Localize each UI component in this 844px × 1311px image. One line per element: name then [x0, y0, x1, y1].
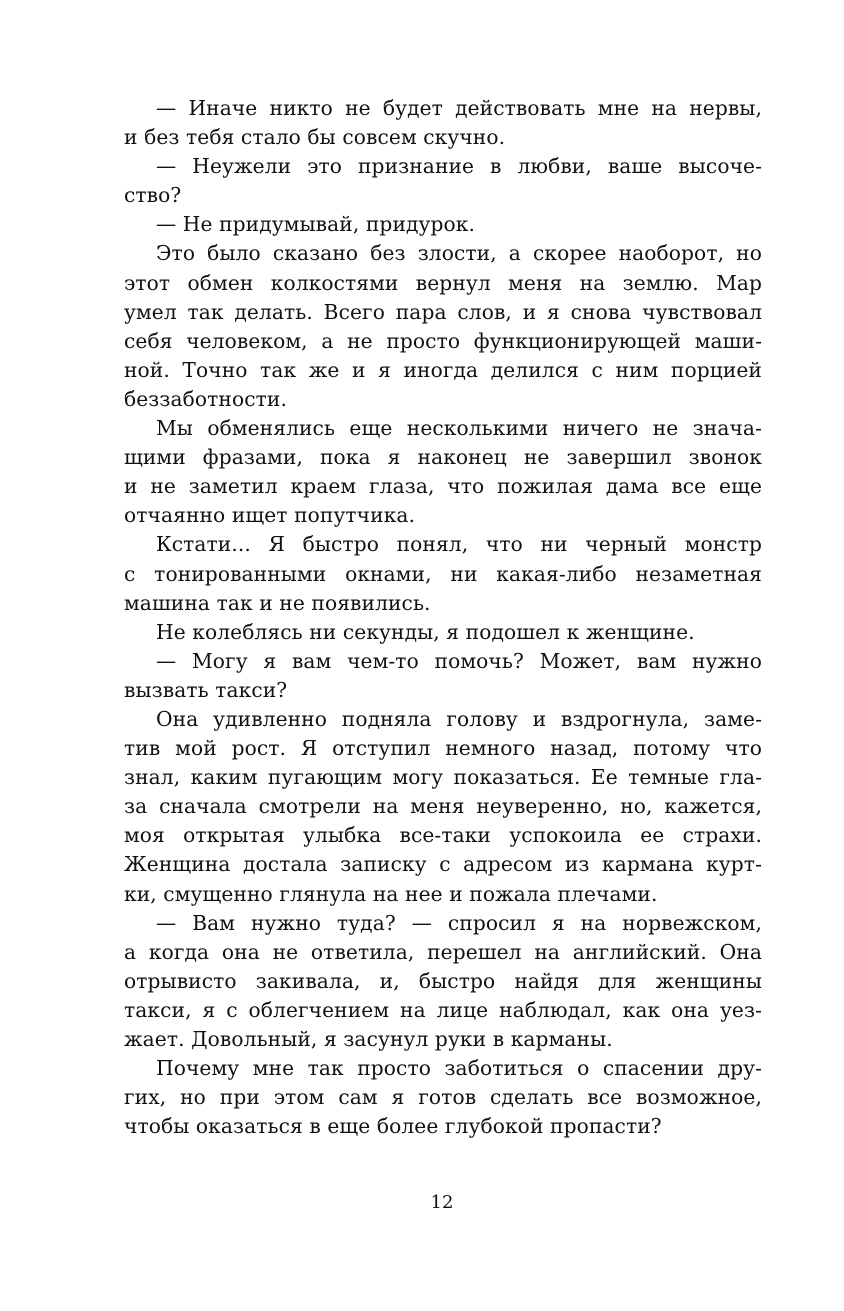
text-line: гих, но при этом сам я готов сделать все возможное,	[124, 1085, 762, 1110]
text-line: ки, смущенно глянула на нее и пожала плечами.	[124, 881, 658, 906]
text-line: отчаянно ищет попутчика.	[124, 503, 416, 528]
text-line: жает. Довольный, я засунул руки в карманы.	[124, 1027, 613, 1051]
text-line: вызвать такси?	[124, 677, 288, 702]
text-line: Кстати... Я быстро понял, что ни черный монстр	[156, 532, 762, 557]
text-line: Почему мне так просто заботиться о спасении дру-	[156, 1056, 762, 1081]
text-line: Она удивленно подняла голову и вздрогнула, заме-	[156, 706, 762, 731]
text-line: — Не придумывай, придурок.	[156, 212, 476, 237]
text-line: — Иначе никто не будет действовать мне на нервы,	[156, 96, 762, 120]
text-line: Мы обменялись еще несколькими ничего не знача-	[156, 416, 762, 441]
text-line: этот обмен колкостями вернул меня на землю. Мар	[124, 270, 762, 295]
text-line: а когда она не ответила, перешел на английский. Она	[124, 939, 762, 964]
text-line: Не колеблясь ни секунды, я подошел к женщине.	[156, 619, 695, 644]
text-line: — Могу я вам чем-то помочь? Может, вам нужно	[156, 648, 762, 673]
text-line: Это было сказано без злости, а скорее наоборот, но	[156, 241, 762, 266]
text-line: с тонированными окнами, ни какая-либо незаметная	[124, 561, 762, 586]
text-line: себя человеком, а не просто функционирующей маши-	[124, 328, 762, 353]
text-line: и без тебя стало бы совсем скучно.	[124, 125, 506, 150]
text-line: Женщина достала записку с адресом из кармана курт-	[124, 852, 762, 877]
text-line: знал, каким пугающим могу показаться. Ее темные гла-	[124, 765, 762, 790]
text-line: беззаботности.	[124, 386, 287, 411]
text-line: моя открытая улыбка все-таки успокоила ее страхи.	[124, 823, 762, 848]
body-text	[124, 94, 762, 1141]
text-line: за сначала смотрели на меня неуверенно, но, кажется,	[124, 794, 762, 819]
text-line: тив мой рост. Я отступил немного назад, потому что	[124, 736, 762, 761]
text-line: умел так делать. Всего пара слов, и я снова чувствовал	[124, 299, 762, 324]
text-line: отрывисто закивала, и, быстро найдя для женщины	[124, 968, 762, 993]
text-line: — Неужели это признание в любви, ваше высоче-	[156, 154, 762, 179]
text-line: ство?	[124, 183, 182, 208]
text-line: машина так и не появились.	[124, 590, 431, 615]
text-line: ной. Точно так же и я иногда делился с ним порцией	[124, 357, 762, 382]
text-line: и не заметил краем глаза, что пожилая дама все еще	[124, 474, 762, 499]
text-line: такси, я с облегчением на лице наблюдал, как она уез-	[124, 997, 762, 1022]
text-line: — Вам нужно туда? — спросил я на норвежском,	[156, 910, 762, 935]
page-number: 12	[430, 1192, 454, 1213]
text-line: щими фразами, пока я наконец не завершил звонок	[124, 445, 762, 470]
text-line: чтобы оказаться в еще более глубокой пропасти?	[124, 1114, 662, 1139]
